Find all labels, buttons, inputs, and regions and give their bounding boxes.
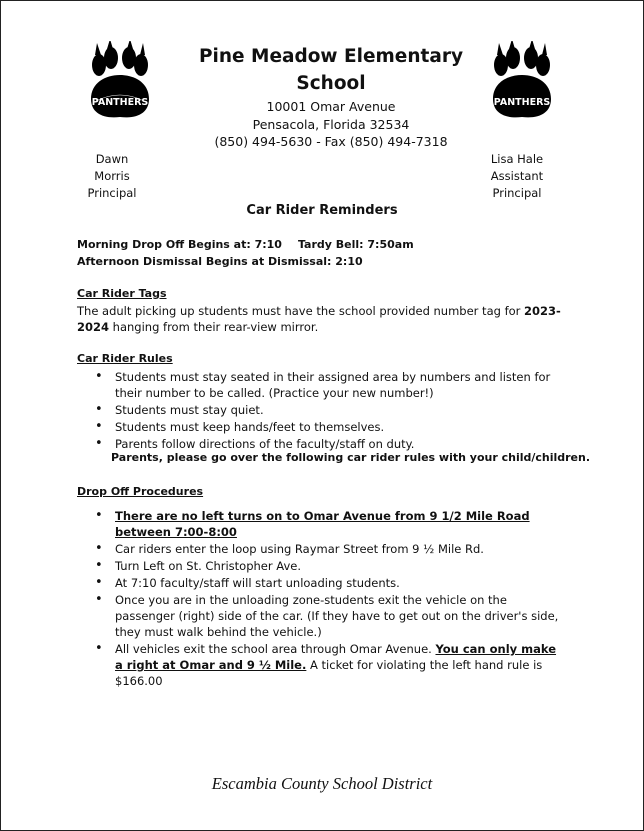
list-item [77, 508, 567, 540]
panther-paw-logo-right [487, 41, 557, 121]
parents-note: Parents, please go over the following car rider rules with your child/children. [111, 451, 591, 464]
phone-fax: (850) 494-5630 - Fax (850) 494-7318 [214, 134, 448, 149]
address-city: Pensacola, Florida 32534 [252, 117, 410, 132]
tardy-label: Tardy Bell: [297, 238, 364, 251]
no-left-turn-rule: There are no left turns on to Omar Avenue from 9 1/2 Mile Road between 7:00-8:00 [115, 509, 530, 539]
list-item: • Students must stay quiet. [77, 402, 567, 418]
list-item [77, 641, 567, 689]
logo-text: PANTHERS [493, 97, 551, 108]
tardy-value: 7:50am [367, 238, 414, 251]
assistant-principal-name: Lisa Hale [490, 152, 544, 166]
afternoon-times [77, 255, 363, 268]
list-item: • Students must stay seated in their assigned area by numbers and listen for their number to be called. (Practice your new number!) [77, 369, 567, 401]
car-rider-tags-title: Car Rider Tags [77, 287, 167, 300]
paw-icon [487, 41, 557, 121]
dismissal-label: Afternoon Dismissal Begins at Dismissal: [77, 255, 332, 268]
ticket-text: A ticket for violating the left hand rule is $166.00 [115, 658, 543, 688]
principal-name: Dawn Morris [94, 152, 130, 183]
principal-block [77, 151, 147, 202]
list-item: • Turn Left on St. Christopher Ave. [77, 558, 567, 574]
page-title: Car Rider Reminders [246, 203, 398, 218]
list-item: • Once you are in the unloading zone-students exit the vehicle on the passenger (right) side of the car. (If they have to get out on the driver's side, they must walk behind the vehicle.) [77, 592, 567, 640]
school-name-line1: Pine Meadow Elementary [198, 46, 463, 67]
address-street: 10001 Omar Avenue [266, 99, 396, 114]
car-rider-rules-list [77, 369, 567, 453]
dismissal-value: 2:10 [335, 255, 363, 268]
logo-text: PANTHERS [91, 97, 149, 108]
drop-off-procedures-list [77, 508, 567, 690]
tags-year: 2023-2024 [77, 304, 561, 334]
list-item: • At 7:10 faculty/staff will start unloading students. [77, 575, 567, 591]
dropoff-value: 7:10 [254, 238, 282, 251]
school-name-line2: School [296, 73, 366, 94]
panther-paw-logo-left [85, 41, 155, 121]
dropoff-label: Morning Drop Off Begins at: [77, 238, 251, 251]
car-rider-rules-title: Car Rider Rules [77, 352, 173, 365]
drop-off-procedures-title: Drop Off Procedures [77, 485, 204, 498]
school-name [181, 43, 481, 97]
right-turn-only-text: You can only make a right at Omar and 9 ½ Mile. [115, 642, 557, 672]
assistant-principal-block [467, 151, 567, 202]
morning-times [77, 238, 414, 251]
list-item: • Students must keep hands/feet to themselves. [77, 419, 567, 435]
paw-icon [85, 41, 155, 121]
tags-text-after: hanging from their rear-view mirror. [109, 320, 319, 334]
district-footer: Escambia County School District [211, 774, 433, 793]
principal-title: Principal [87, 186, 137, 200]
car-rider-tags-text [77, 303, 573, 335]
exit-rule-text: All vehicles exit the school area through Omar Avenue. [115, 642, 436, 656]
assistant-principal-title: Assistant Principal [490, 169, 544, 200]
tags-text-before: The adult picking up students must have the school provided number tag for [77, 304, 525, 318]
list-item: • Parents follow directions of the faculty/staff on duty. [77, 436, 567, 452]
list-item: • Car riders enter the loop using Raymar Street from 9 ½ Mile Rd. [77, 541, 567, 557]
